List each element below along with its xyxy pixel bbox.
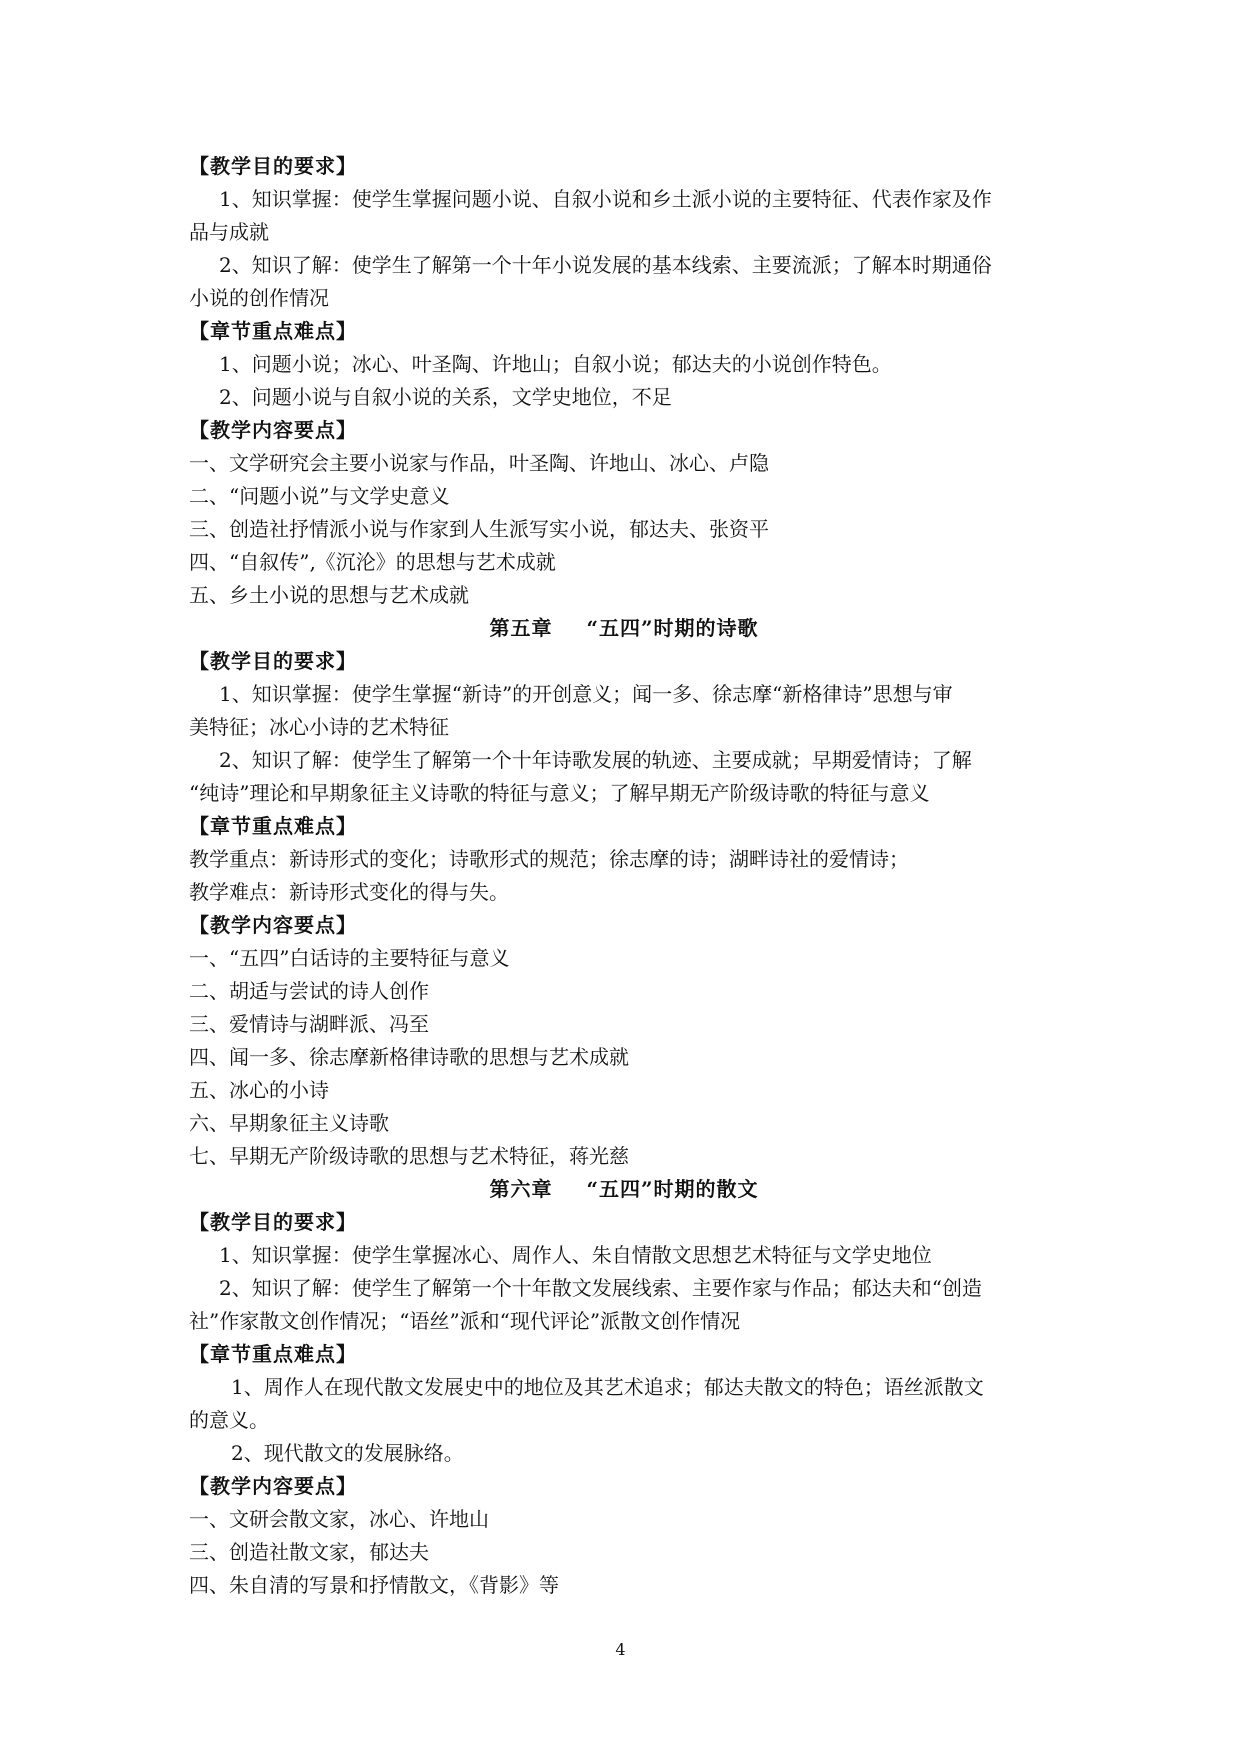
- key-point-line: 1、周作人在现代散文发展史中的地位及其艺术追求；郁达夫散文的特色；语丝派散文: [231, 1375, 984, 1399]
- content-point-line: 四、闻一多、徐志摩新格律诗歌的思想与艺术成就: [189, 1045, 629, 1069]
- content-point-line: 四、“自叙传”,《沉沦》的思想与艺术成就: [189, 550, 556, 574]
- section-header-content-points: 【教学内容要点】: [189, 913, 357, 937]
- section-header-key-points: 【章节重点难点】: [189, 319, 357, 343]
- key-point-line: 1、问题小说；冰心、叶圣陶、许地山；自叙小说；郁达夫的小说创作特色。: [219, 352, 892, 376]
- key-point-line: 教学难点：新诗形式变化的得与失。: [189, 880, 509, 904]
- objective-line: 2、知识了解：使学生了解第一个十年诗歌发展的轨迹、主要成就；早期爱情诗；了解: [219, 748, 972, 772]
- content-point-line: 二、“问题小说”与文学史意义: [189, 484, 450, 508]
- page-number: 4: [615, 1640, 626, 1659]
- objective-line: “纯诗”理论和早期象征主义诗歌的特征与意义；了解早期无产阶级诗歌的特征与意义: [189, 781, 930, 805]
- content-point-line: 五、乡土小说的思想与艺术成就: [189, 583, 469, 607]
- content-point-line: 三、创造社抒情派小说与作家到人生派写实小说，郁达夫、张资平: [189, 517, 769, 541]
- section-header-objectives: 【教学目的要求】: [189, 649, 357, 673]
- content-point-line: 二、胡适与尝试的诗人创作: [189, 979, 429, 1003]
- chapter-heading: [189, 1173, 1059, 1206]
- key-point-line: 教学重点：新诗形式的变化；诗歌形式的规范；徐志摩的诗；湖畔诗社的爱情诗；: [189, 847, 909, 871]
- key-point-line: 的意义。: [189, 1408, 269, 1432]
- section-header-objectives: 【教学目的要求】: [189, 154, 357, 178]
- objective-line: 小说的创作情况: [189, 286, 329, 310]
- objective-line: 1、知识掌握：使学生掌握问题小说、自叙小说和乡土派小说的主要特征、代表作家及作: [219, 187, 992, 211]
- chapter-number: 第五章: [489, 616, 553, 640]
- key-point-line: 2、现代散文的发展脉络。: [231, 1441, 464, 1465]
- content-point-line: 三、爱情诗与湖畔派、冯至: [189, 1012, 429, 1036]
- objective-line: 1、知识掌握：使学生掌握“新诗”的开创意义；闻一多、徐志摩“新格律诗”思想与审: [219, 682, 953, 706]
- objective-line: 美特征；冰心小诗的艺术特征: [189, 715, 449, 739]
- chapter-heading: [189, 612, 1059, 645]
- chapter-title: “五四”时期的诗歌: [586, 616, 759, 640]
- section-header-key-points: 【章节重点难点】: [189, 814, 357, 838]
- objective-line: 2、知识了解：使学生了解第一个十年小说发展的基本线索、主要流派；了解本时期通俗: [219, 253, 992, 277]
- objective-line: 品与成就: [189, 220, 269, 244]
- key-point-line: 2、问题小说与自叙小说的关系，文学史地位，不足: [219, 385, 672, 409]
- section-header-content-points: 【教学内容要点】: [189, 1474, 357, 1498]
- content-point-line: 六、早期象征主义诗歌: [189, 1111, 389, 1135]
- section-header-objectives: 【教学目的要求】: [189, 1210, 357, 1234]
- chapter-number: 第六章: [489, 1177, 553, 1201]
- objective-line: 2、知识了解：使学生了解第一个十年散文发展线索、主要作家与作品；郁达夫和“创造: [219, 1276, 982, 1300]
- content-point-line: 四、朱自清的写景和抒情散文，《背影》等: [189, 1573, 559, 1597]
- chapter-title: “五四”时期的散文: [586, 1177, 759, 1201]
- section-header-content-points: 【教学内容要点】: [189, 418, 357, 442]
- objective-line: 1、知识掌握：使学生掌握冰心、周作人、朱自情散文思想艺术特征与文学史地位: [219, 1243, 932, 1267]
- content-point-line: 一、文学研究会主要小说家与作品，叶圣陶、许地山、冰心、卢隐: [189, 451, 769, 475]
- objective-line: 社”作家散文创作情况；“语丝”派和“现代评论”派散文创作情况: [189, 1309, 741, 1333]
- page-content: [189, 150, 1059, 1602]
- section-header-key-points: 【章节重点难点】: [189, 1342, 357, 1366]
- content-point-line: 一、文研会散文家，冰心、许地山: [189, 1507, 489, 1531]
- content-point-line: 五、冰心的小诗: [189, 1078, 329, 1102]
- content-point-line: 三、创造社散文家，郁达夫: [189, 1540, 429, 1564]
- content-point-line: 一、“五四”白话诗的主要特征与意义: [189, 946, 510, 970]
- content-point-line: 七、早期无产阶级诗歌的思想与艺术特征，蒋光慈: [189, 1144, 629, 1168]
